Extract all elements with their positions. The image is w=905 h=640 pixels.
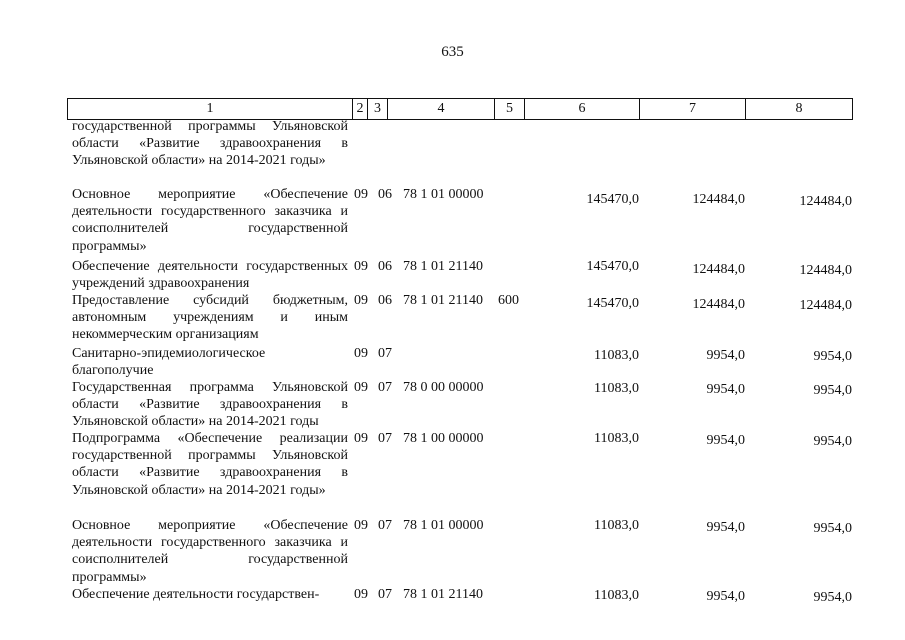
row-amount-col6: 11083,0 <box>594 431 639 446</box>
row-name: Государственная программа Ульяновской области «Развитие здравоохранения в Ульяновской области» на 2014-2021 годы <box>72 380 348 430</box>
row-section: 09 <box>354 259 368 274</box>
row-subsection: 07 <box>378 587 392 602</box>
row-subsection: 06 <box>378 293 392 308</box>
row-section: 09 <box>354 346 368 361</box>
row-amount-col6: 11083,0 <box>594 381 639 396</box>
row-amount-col8: 9954,0 <box>813 383 852 398</box>
row-amount-col8: 124484,0 <box>799 263 852 278</box>
row-amount-col8: 9954,0 <box>813 521 852 536</box>
row-section: 09 <box>354 431 368 446</box>
row-expense-type: 600 <box>498 293 519 308</box>
header-col-2: 2 <box>353 99 368 119</box>
row-target-code: 78 1 01 21140 <box>403 587 483 602</box>
header-col-8: 8 <box>795 101 803 116</box>
table-header <box>67 98 853 120</box>
row-section: 09 <box>354 587 368 602</box>
row-amount-col7: 9954,0 <box>706 433 745 448</box>
row-section: 09 <box>354 293 368 308</box>
row-amount-col7: 9954,0 <box>706 348 745 363</box>
row-amount-col6: 145470,0 <box>586 259 639 274</box>
header-col-1: 1 <box>68 99 353 119</box>
row-name: Основное мероприятие «Обеспечение деятельности государственного заказчика и соисполнителей государственной программы» <box>72 518 348 585</box>
row-target-code: 78 1 01 21140 <box>403 293 483 308</box>
row-target-code: 78 1 00 00000 <box>403 431 484 446</box>
row-amount-col6: 145470,0 <box>586 296 639 311</box>
row-subsection: 07 <box>378 346 392 361</box>
row-section: 09 <box>354 518 368 533</box>
row-name: Подпрограмма «Обеспечение реализации государственной программы Ульяновской области «Развитие здравоохранения в Ульяновской области» на 2014-2021 годы» <box>72 431 348 498</box>
row-amount-col8: 9954,0 <box>813 434 852 449</box>
row-amount-col6: 11083,0 <box>594 348 639 363</box>
row-target-code: 78 1 01 00000 <box>403 187 484 202</box>
row-subsection: 07 <box>378 380 392 395</box>
row-name: Обеспечение деятельности государствен- <box>72 587 320 602</box>
row-name: Обеспечение деятельности государственных учреждений здравоохранения <box>72 259 348 292</box>
row-amount-col7: 9954,0 <box>706 520 745 535</box>
row-amount-col7: 124484,0 <box>692 297 745 312</box>
row-section: 09 <box>354 380 368 395</box>
row-target-code: 78 1 01 00000 <box>403 518 484 533</box>
header-col-3: 3 <box>368 99 388 119</box>
header-col-4: 4 <box>388 99 495 119</box>
row-section: 09 <box>354 187 368 202</box>
row-amount-col8: 9954,0 <box>813 590 852 605</box>
row-subsection: 06 <box>378 187 392 202</box>
row-amount-col6: 11083,0 <box>594 518 639 533</box>
row-name: Санитарно-эпидемиологическое благополучие <box>72 346 266 379</box>
header-col-5: 5 <box>495 99 525 119</box>
row-name: Основное мероприятие «Обеспечение деятельности государственного заказчика и соисполнителей государственной программы» <box>72 187 348 254</box>
row-subsection: 07 <box>378 518 392 533</box>
row-amount-col7: 9954,0 <box>706 589 745 604</box>
row-amount-col8: 124484,0 <box>799 194 852 209</box>
row-target-code: 78 0 00 00000 <box>403 380 484 395</box>
page-number: 635 <box>441 44 464 60</box>
row-amount-col6: 11083,0 <box>594 588 639 603</box>
row-amount-col8: 9954,0 <box>813 349 852 364</box>
row-amount-col7: 124484,0 <box>692 262 745 277</box>
row-subsection: 07 <box>378 431 392 446</box>
row-amount-col6: 145470,0 <box>586 192 639 207</box>
row-subsection: 06 <box>378 259 392 274</box>
row-name: государственной программы Ульяновской области «Развитие здравоохранения в Ульяновской области» на 2014-2021 годы» <box>72 119 348 169</box>
row-target-code: 78 1 01 21140 <box>403 259 483 274</box>
header-col-6: 6 <box>525 99 640 119</box>
row-amount-col7: 9954,0 <box>706 382 745 397</box>
row-name: Предоставление субсидий бюджетным, автономным учреждениям и иным некоммерческим организациям <box>72 293 348 343</box>
row-amount-col7: 124484,0 <box>692 192 745 207</box>
header-col-7: 7 <box>640 99 746 119</box>
row-amount-col8: 124484,0 <box>799 298 852 313</box>
